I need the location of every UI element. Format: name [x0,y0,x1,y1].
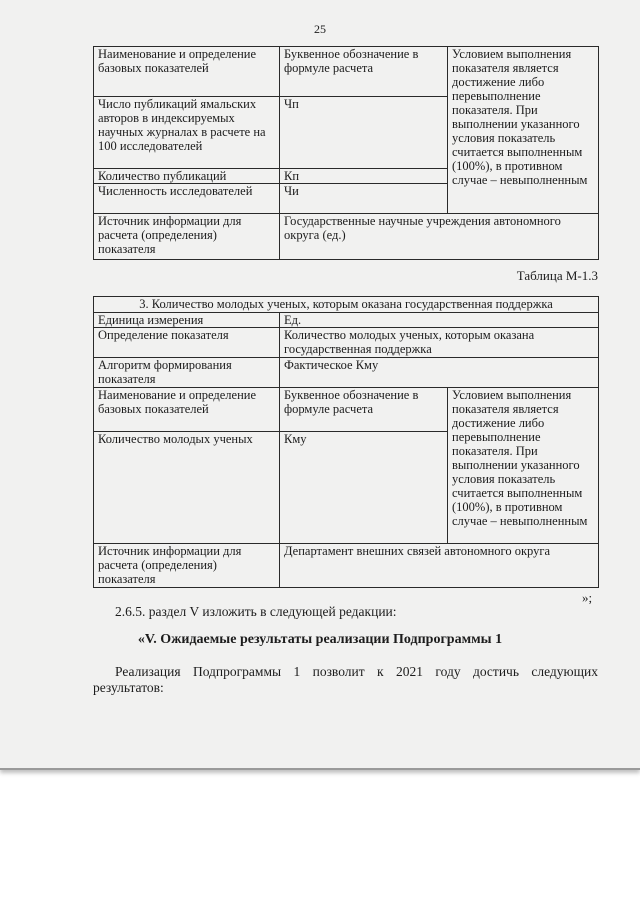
table-row [94,544,599,588]
header-cell-symbol: Буквенное обозначение в формуле расчета [280,47,448,97]
header-cell-name: Наименование и определение базовых показателей [94,47,280,97]
header-cell-symbol: Буквенное обозначение в формуле расчета [280,388,448,432]
table-row [94,358,599,388]
row-name: Число публикаций ямальских авторов в индексируемых научных журналах в расчете на 100 исследователей [94,97,280,169]
row-symbol: Кп [280,169,448,184]
definition-label: Определение показателя [94,328,280,358]
table-row [94,328,599,358]
row-symbol: Чи [280,184,448,214]
indicator-table-1 [93,46,599,260]
source-label: Источник информации для расчета (определения) показателя [94,214,280,260]
definition-value: Количество молодых ученых, которым оказана государственная поддержка [280,328,599,358]
amendment-paragraph: 2.6.5. раздел V изложить в следующей редакции: [115,604,397,619]
table-title: 3. Количество молодых ученых, которым оказана государственная поддержка [94,297,599,313]
header-cell-name: Наименование и определение базовых показателей [94,388,280,432]
row-name: Количество молодых ученых [94,432,280,544]
page-number: 25 [314,22,326,36]
row-symbol: Кму [280,432,448,544]
source-label: Источник информации для расчета (определения) показателя [94,544,280,588]
row-name: Численность исследователей [94,184,280,214]
condition-cell: Условием выполнения показателя является достижение либо перевыполнение показателя. При выполнении указанного условия показатель считается выполненным (100%), в противном случае – невыполненным [448,388,599,544]
closing-quote: »; [582,590,593,605]
source-value: Департамент внешних связей автономного округа [280,544,599,588]
table-row [94,214,599,260]
indicator-table-2 [93,296,599,588]
row-name: Количество публикаций [94,169,280,184]
section-heading: «V. Ожидаемые результаты реализации Подпрограммы 1 [137,632,503,647]
table-row [94,47,599,97]
table-caption: Таблица М-1.3 [516,268,598,283]
condition-cell: Условием выполнения показателя является достижение либо перевыполнение показателя. При выполнении указанного условия показатель считается выполненным (100%), в противном случае – невыполненным [448,47,599,214]
table-row [94,313,599,328]
algorithm-label: Алгоритм формирования показателя [94,358,280,388]
algorithm-value: Фактическое Кму [280,358,599,388]
table-row [94,388,599,432]
body-paragraph: Реализация Подпрограммы 1 позволит к 2021 году достичь следующих результатов: [93,664,598,695]
source-value: Государственные научные учреждения автономного округа (ед.) [280,214,599,260]
unit-value: Ед. [280,313,599,328]
row-symbol: Чп [280,97,448,169]
unit-label: Единица измерения [94,313,280,328]
table-row [94,297,599,313]
